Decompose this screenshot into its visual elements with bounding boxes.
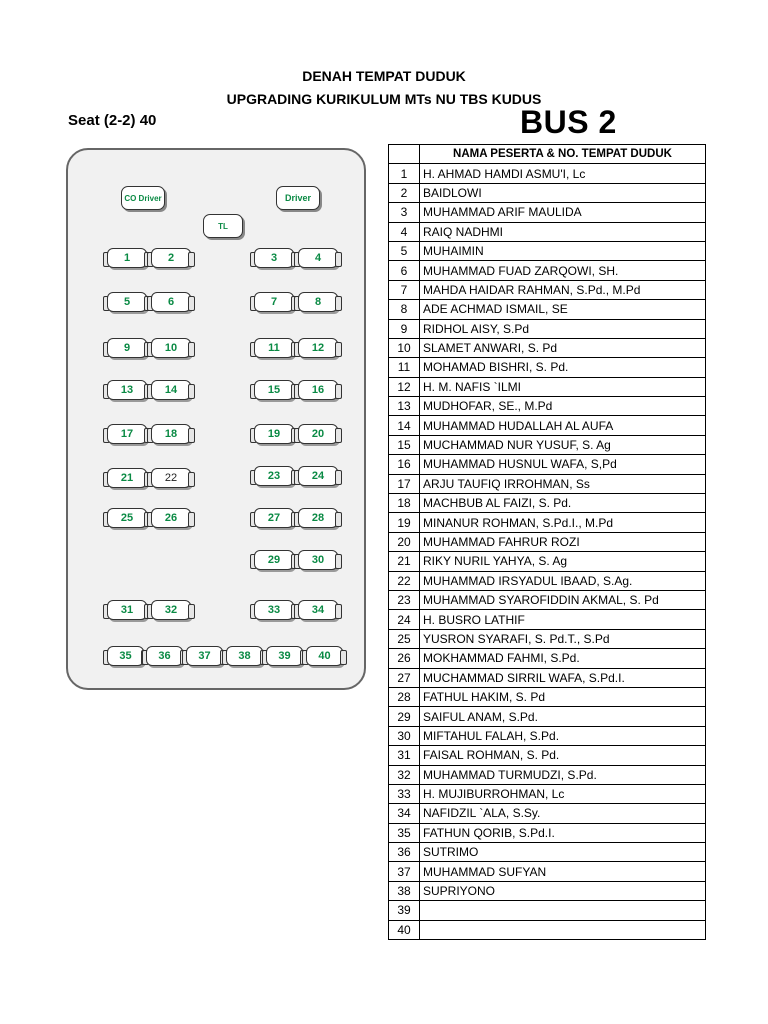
seat-number: 31 <box>107 600 147 620</box>
table-row <box>389 784 706 803</box>
seat-number-cell: 21 <box>389 552 420 571</box>
participant-name-cell: BAIDLOWI <box>420 183 706 202</box>
participant-name-cell <box>420 920 706 939</box>
seat-5 <box>107 292 147 312</box>
seat-number: 10 <box>151 338 191 358</box>
seat-number-cell: 30 <box>389 726 420 745</box>
seat-25 <box>107 508 147 528</box>
seat-number: 16 <box>298 380 338 400</box>
seat-number-cell: 9 <box>389 319 420 338</box>
table-row <box>389 765 706 784</box>
table-row <box>389 261 706 280</box>
seat-40 <box>306 646 343 666</box>
table-header-row <box>389 145 706 164</box>
seat-17 <box>107 424 147 444</box>
seat-number: 33 <box>254 600 294 620</box>
seat-number: 5 <box>107 292 147 312</box>
participant-name-cell: MIFTAHUL FALAH, S.Pd. <box>420 726 706 745</box>
table-row <box>389 164 706 183</box>
participant-name-cell: MUHAMMAD HUDALLAH AL AUFA <box>420 416 706 435</box>
seat-number: 9 <box>107 338 147 358</box>
seat-number: 24 <box>298 466 338 486</box>
table-header-no <box>389 145 420 164</box>
table-row <box>389 823 706 842</box>
seat-number: 14 <box>151 380 191 400</box>
seat-24 <box>298 466 338 486</box>
seat-number-cell: 39 <box>389 901 420 920</box>
table-row <box>389 494 706 513</box>
bus-title: BUS 2 <box>520 104 617 140</box>
table-row <box>389 707 706 726</box>
seat-23 <box>254 466 294 486</box>
seat-number-cell: 12 <box>389 377 420 396</box>
seat-27 <box>254 508 294 528</box>
seat-number-cell: 16 <box>389 455 420 474</box>
seat-number-cell: 4 <box>389 222 420 241</box>
seat-number: 20 <box>298 424 338 444</box>
table-row <box>389 668 706 687</box>
seat-number: 19 <box>254 424 294 444</box>
table-row <box>389 629 706 648</box>
participant-name-cell: FATHUN QORIB, S.Pd.I. <box>420 823 706 842</box>
table-row <box>389 901 706 920</box>
participant-name-cell: RAIQ NADHMI <box>420 222 706 241</box>
participant-name-cell: SUPRIYONO <box>420 881 706 900</box>
table-row <box>389 300 706 319</box>
seat-number: 18 <box>151 424 191 444</box>
driver-seat: Driver <box>276 186 320 210</box>
seat-29 <box>254 550 294 570</box>
seat-33 <box>254 600 294 620</box>
participant-name-cell: H. M. NAFIS `ILMI <box>420 377 706 396</box>
seat-21 <box>107 468 147 488</box>
seat-number: 12 <box>298 338 338 358</box>
table-row <box>389 435 706 454</box>
participant-name-cell: MUHAIMIN <box>420 241 706 260</box>
seat-14 <box>151 380 191 400</box>
table-row <box>389 590 706 609</box>
table-row <box>389 746 706 765</box>
participant-name-cell: ADE ACHMAD ISMAIL, SE <box>420 300 706 319</box>
document-title: DENAH TEMPAT DUDUK <box>302 68 466 84</box>
seat-1 <box>107 248 147 268</box>
table-row <box>389 377 706 396</box>
seat-32 <box>151 600 191 620</box>
seat-number-cell: 6 <box>389 261 420 280</box>
table-row <box>389 358 706 377</box>
participant-name-cell: MOHAMAD BISHRI, S. Pd. <box>420 358 706 377</box>
participant-name-cell: MUHAMMAD SYAROFIDDIN AKMAL, S. Pd <box>420 590 706 609</box>
seat-35 <box>107 646 144 666</box>
co-driver-seat: CO Driver <box>121 186 165 210</box>
table-row <box>389 222 706 241</box>
seat-37 <box>186 646 223 666</box>
seat-7 <box>254 292 294 312</box>
seat-number: 38 <box>226 646 263 666</box>
participant-table <box>388 144 706 940</box>
table-row <box>389 610 706 629</box>
seat-number-cell: 3 <box>389 203 420 222</box>
participant-name-cell: MUHAMMAD ARIF MAULIDA <box>420 203 706 222</box>
table-row <box>389 862 706 881</box>
participant-name-cell: MINANUR ROHMAN, S.Pd.I., M.Pd <box>420 513 706 532</box>
seat-number: 13 <box>107 380 147 400</box>
seat-number-cell: 2 <box>389 183 420 202</box>
seat-number-cell: 8 <box>389 300 420 319</box>
table-row <box>389 397 706 416</box>
seat-number-cell: 37 <box>389 862 420 881</box>
seat-number-cell: 11 <box>389 358 420 377</box>
seat-22 <box>151 468 191 488</box>
seat-10 <box>151 338 191 358</box>
seat-8 <box>298 292 338 312</box>
document-subtitle: UPGRADING KURIKULUM MTs NU TBS KUDUS <box>226 91 542 107</box>
seat-9 <box>107 338 147 358</box>
participant-name-cell: MUCHAMMAD SIRRIL WAFA, S.Pd.I. <box>420 668 706 687</box>
seat-number: 40 <box>306 646 343 666</box>
participant-name-cell: MUDHOFAR, SE., M.Pd <box>420 397 706 416</box>
participant-name-cell: H. AHMAD HAMDI ASMU'I, Lc <box>420 164 706 183</box>
table-row <box>389 338 706 357</box>
seat-36 <box>146 646 183 666</box>
table-row <box>389 416 706 435</box>
seat-number-cell: 32 <box>389 765 420 784</box>
table-row <box>389 474 706 493</box>
participant-name-cell: H. BUSRO LATHIF <box>420 610 706 629</box>
participant-name-cell: RIDHOL AISY, S.Pd <box>420 319 706 338</box>
seat-number-cell: 7 <box>389 280 420 299</box>
seat-number-cell: 15 <box>389 435 420 454</box>
seat-number: 29 <box>254 550 294 570</box>
seat-11 <box>254 338 294 358</box>
seat-number: 4 <box>298 248 338 268</box>
seat-number-cell: 35 <box>389 823 420 842</box>
table-header-name: NAMA PESERTA & NO. TEMPAT DUDUK <box>420 145 706 164</box>
seat-number-cell: 25 <box>389 629 420 648</box>
seat-number-cell: 40 <box>389 920 420 939</box>
participant-name-cell: MUHAMMAD TURMUDZI, S.Pd. <box>420 765 706 784</box>
participant-name-cell: NAFIDZIL `ALA, S.Sy. <box>420 804 706 823</box>
seat-number-cell: 10 <box>389 338 420 357</box>
seat-number: 3 <box>254 248 294 268</box>
seat-number-cell: 34 <box>389 804 420 823</box>
seat-number: 34 <box>298 600 338 620</box>
seat-number: 32 <box>151 600 191 620</box>
participant-name-cell: MUHAMMAD FAHRUR ROZI <box>420 532 706 551</box>
participant-name-cell: MUHAMMAD FUAD ZARQOWI, SH. <box>420 261 706 280</box>
tl-seat: TL <box>203 214 243 238</box>
seat-number: 35 <box>107 646 144 666</box>
seat-31 <box>107 600 147 620</box>
seat-number-cell: 18 <box>389 494 420 513</box>
seat-18 <box>151 424 191 444</box>
seat-3 <box>254 248 294 268</box>
seat-number: 6 <box>151 292 191 312</box>
participant-name-cell: MACHBUB AL FAIZI, S. Pd. <box>420 494 706 513</box>
seat-number: 2 <box>151 248 191 268</box>
participant-name-cell: MUHAMMAD SUFYAN <box>420 862 706 881</box>
seat-number: 37 <box>186 646 223 666</box>
table-row <box>389 571 706 590</box>
seat-number-cell: 13 <box>389 397 420 416</box>
seat-number-cell: 29 <box>389 707 420 726</box>
participant-name-cell: YUSRON SYARAFI, S. Pd.T., S.Pd <box>420 629 706 648</box>
table-row <box>389 532 706 551</box>
seat-number-cell: 24 <box>389 610 420 629</box>
participant-name-cell: ARJU TAUFIQ IRROHMAN, Ss <box>420 474 706 493</box>
table-row <box>389 183 706 202</box>
seat-number-cell: 23 <box>389 590 420 609</box>
seat-26 <box>151 508 191 528</box>
table-row <box>389 203 706 222</box>
participant-name-cell: SAIFUL ANAM, S.Pd. <box>420 707 706 726</box>
table-row <box>389 241 706 260</box>
seat-number: 7 <box>254 292 294 312</box>
seat-number: 39 <box>266 646 303 666</box>
seat-number: 17 <box>107 424 147 444</box>
seat-34 <box>298 600 338 620</box>
seat-info: Seat (2-2) 40 <box>68 112 157 129</box>
seat-number: 8 <box>298 292 338 312</box>
participant-name-cell: FAISAL ROHMAN, S. Pd. <box>420 746 706 765</box>
seat-number-cell: 22 <box>389 571 420 590</box>
seat-number: 27 <box>254 508 294 528</box>
seat-number-cell: 17 <box>389 474 420 493</box>
table-row <box>389 319 706 338</box>
seat-number-cell: 5 <box>389 241 420 260</box>
seat-12 <box>298 338 338 358</box>
seat-15 <box>254 380 294 400</box>
seat-number-cell: 28 <box>389 687 420 706</box>
table-row <box>389 804 706 823</box>
table-row <box>389 920 706 939</box>
seat-number-cell: 33 <box>389 784 420 803</box>
seat-20 <box>298 424 338 444</box>
table-row <box>389 687 706 706</box>
participant-name-cell: MOKHAMMAD FAHMI, S.Pd. <box>420 649 706 668</box>
seat-number-cell: 38 <box>389 881 420 900</box>
participant-name-cell: MUCHAMMAD NUR YUSUF, S. Ag <box>420 435 706 454</box>
seat-number-cell: 14 <box>389 416 420 435</box>
seat-number: 23 <box>254 466 294 486</box>
seat-number: 15 <box>254 380 294 400</box>
seat-number: 11 <box>254 338 294 358</box>
seat-number: 22 <box>151 468 191 488</box>
seat-number: 36 <box>146 646 183 666</box>
seat-number-cell: 26 <box>389 649 420 668</box>
seat-number: 25 <box>107 508 147 528</box>
table-row <box>389 513 706 532</box>
seat-19 <box>254 424 294 444</box>
table-row <box>389 726 706 745</box>
table-row <box>389 552 706 571</box>
seat-number: 26 <box>151 508 191 528</box>
participant-name-cell: H. MUJIBURROHMAN, Lc <box>420 784 706 803</box>
table-row <box>389 280 706 299</box>
seat-number-cell: 31 <box>389 746 420 765</box>
participant-name-cell <box>420 901 706 920</box>
seat-30 <box>298 550 338 570</box>
seat-number-cell: 36 <box>389 843 420 862</box>
seat-number: 1 <box>107 248 147 268</box>
seat-39 <box>266 646 303 666</box>
seat-number: 21 <box>107 468 147 488</box>
table-row <box>389 649 706 668</box>
seat-6 <box>151 292 191 312</box>
table-row <box>389 843 706 862</box>
participant-name-cell: MUHAMMAD IRSYADUL IBAAD, S.Ag. <box>420 571 706 590</box>
participant-name-cell: RIKY NURIL YAHYA, S. Ag <box>420 552 706 571</box>
seat-number: 30 <box>298 550 338 570</box>
seat-number: 28 <box>298 508 338 528</box>
participant-name-cell: FATHUL HAKIM, S. Pd <box>420 687 706 706</box>
participant-name-cell: SUTRIMO <box>420 843 706 862</box>
seat-4 <box>298 248 338 268</box>
table-row <box>389 881 706 900</box>
seat-number-cell: 1 <box>389 164 420 183</box>
participant-name-cell: SLAMET ANWARI, S. Pd <box>420 338 706 357</box>
seat-number-cell: 20 <box>389 532 420 551</box>
seat-number-cell: 27 <box>389 668 420 687</box>
seat-2 <box>151 248 191 268</box>
seat-28 <box>298 508 338 528</box>
participant-name-cell: MUHAMMAD HUSNUL WAFA, S,Pd <box>420 455 706 474</box>
participant-name-cell: MAHDA HAIDAR RAHMAN, S.Pd., M.Pd <box>420 280 706 299</box>
seat-number-cell: 19 <box>389 513 420 532</box>
table-row <box>389 455 706 474</box>
seat-13 <box>107 380 147 400</box>
seat-16 <box>298 380 338 400</box>
seat-38 <box>226 646 263 666</box>
